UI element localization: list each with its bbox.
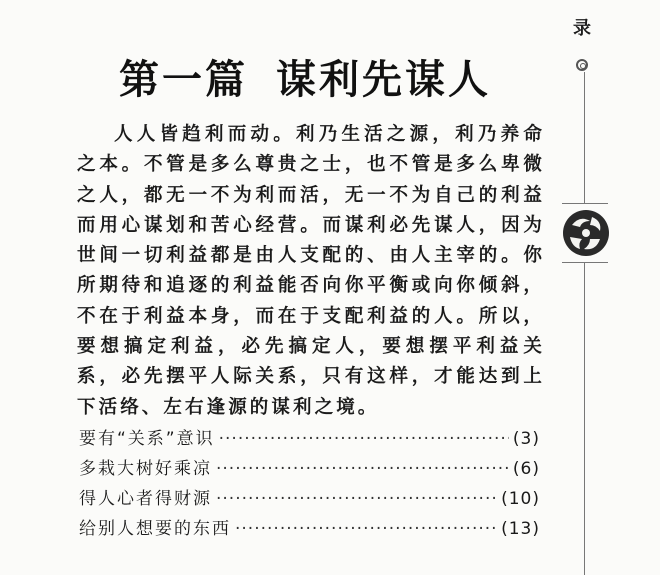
toc-entry-page: (10) xyxy=(501,489,540,509)
toc-entry-page: (6) xyxy=(512,459,540,479)
toc-entry-page: (3) xyxy=(512,429,540,449)
part-title: 谋利先谋人 xyxy=(276,57,491,103)
dot-leader xyxy=(216,459,509,479)
intro-text xyxy=(77,120,545,423)
toc-entry[interactable] xyxy=(79,484,540,514)
running-header: 录 xyxy=(573,18,591,39)
chapter-title xyxy=(0,48,610,105)
part-label: 第一篇 xyxy=(119,57,248,103)
toc-entry-title: 多栽大树好乘凉 xyxy=(79,459,212,479)
toc-entry-page: (13) xyxy=(501,519,540,539)
divider-line xyxy=(562,262,608,263)
toc-entry-title: 给别人想要的东西 xyxy=(79,519,231,539)
table-of-contents xyxy=(79,424,540,544)
intro-paragraph: 人人皆趋利而动。利乃生活之源，利乃养命之本。不管是多么尊贵之士，也不管是多么卑微之人，都无一不为利而活，无一不为自己的利益而用心谋划和苦心经营。而谋利必先谋人，因为世间一切利益都是由人支配的、由人主宰的。你所期待和追逐的利益能否向你平衡或向你倾斜，不在于利益本身，而在于支配利益的人。所以，要想搞定利益，必先搞定人，要想摆平利益关系，必先摆平人际关系，只有这样，才能达到上下活络、左右逢源的谋利之境。 xyxy=(77,124,545,418)
toc-entry-title: 得人心者得财源 xyxy=(79,489,212,509)
dot-leader xyxy=(235,519,497,539)
divider-line xyxy=(562,203,608,204)
toc-entry[interactable] xyxy=(79,454,540,484)
dot-leader xyxy=(219,429,509,449)
dot-leader xyxy=(216,489,497,509)
toc-entry[interactable] xyxy=(79,424,540,454)
dragon-emblem-icon xyxy=(562,209,610,257)
toc-entry[interactable] xyxy=(79,514,540,544)
divider-line xyxy=(584,262,585,575)
toc-entry-title: 要有“关系”意识 xyxy=(79,429,215,449)
